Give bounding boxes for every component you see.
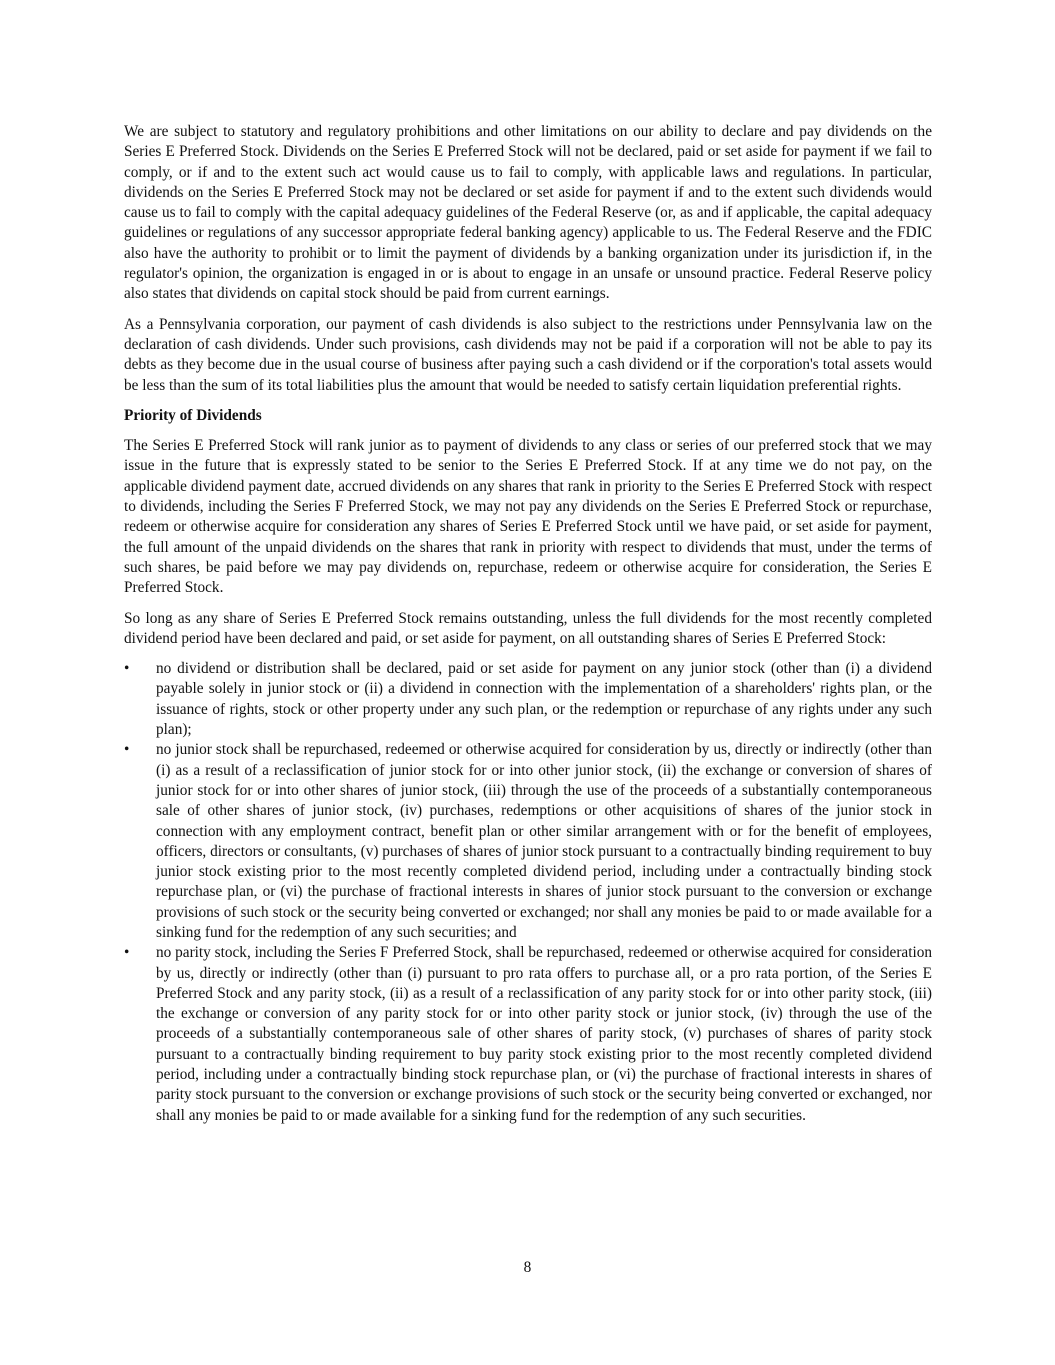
- paragraph-outstanding-condition: So long as any share of Series E Preferred Stock remains outstanding, unless the full dividends for the most recently completed dividend period have been declared and paid, or set aside for payment, on all outstanding shares of Series E Preferred Stock:: [124, 609, 932, 647]
- section-heading-priority-of-dividends: Priority of Dividends: [124, 406, 262, 424]
- list-item-text: no dividend or distribution shall be declared, paid or set aside for payment on any junior stock (other than (i) a dividend payable solely in junior stock or (ii) a dividend in connection with the implementation of a shareholders' rights plan, or the issuance of rights, stock or other property under any such plan, or the redemption or repurchase of any rights under any such plan);: [156, 660, 932, 739]
- paragraph-junior-ranking: The Series E Preferred Stock will rank junior as to payment of dividends to any class or series of our preferred stock that we may issue in the future that is expressly stated to be senior to the Series E Preferred Stock. If at any time we do not pay, on the applicable dividend payment date, accrued dividends on any shares that rank in priority to the Series E Preferred Stock with respect to dividends, including the Series F Preferred Stock, we may not pay any dividends on the Series E Preferred Stock or repurchase, redeem or otherwise acquire for consideration any shares of Series E Preferred Stock until we have paid, or set aside for payment, the full amount of the unpaid dividends on the shares that rank in priority with respect to dividends that must, under the terms of such shares, be paid before we may pay dividends on, repurchase, redeem or otherwise acquire for consideration, the Series E Preferred Stock.: [124, 437, 932, 597]
- list-item: [124, 740, 932, 943]
- bullet-icon: •: [124, 944, 130, 962]
- list-item: [124, 943, 932, 1126]
- restrictions-list: [124, 659, 932, 1126]
- bullet-icon: •: [124, 741, 130, 759]
- page-number: 8: [523, 1259, 532, 1276]
- bullet-icon: •: [124, 660, 130, 678]
- paragraph-regulatory-limitations: We are subject to statutory and regulatory prohibitions and other limitations on our ability to declare and pay dividends on the Series E Preferred Stock. Dividends on the Series E Preferred Stock will not be declared, paid or set aside for payment if we fail to comply, or if and to the extent such act would cause us to fail to comply, with applicable laws and regulations. In particular, dividends on the Series E Preferred Stock may not be declared or set aside for payment if and to the extent such dividends would cause us to fail to comply with the capital adequacy guidelines of the Federal Reserve (or, as and if applicable, the capital adequacy guidelines or regulations of any successor appropriate federal banking agency) applicable to us. The Federal Reserve and the FDIC also have the authority to prohibit or to limit the payment of dividends by a banking organization under its jurisdiction if, in the regulator's opinion, the organization is engaged in or is about to engage in an unsafe or unsound practice. Federal Reserve policy also states that dividends on capital stock should be paid from current earnings.: [124, 123, 932, 303]
- paragraph-pennsylvania-law: As a Pennsylvania corporation, our payment of cash dividends is also subject to the restrictions under Pennsylvania law on the declaration of cash dividends. Under such provisions, cash dividends may not be paid if a corporation will not be able to pay its debts as they become due in the usual course of business after paying such a cash dividend or if the corporation's total assets would be less than the sum of its total liabilities plus the amount that would be needed to satisfy certain liquidation preferential rights.: [124, 315, 932, 394]
- list-item-text: no junior stock shall be repurchased, redeemed or otherwise acquired for consideration by us, directly or indirectly (other than (i) as a result of a reclassification of junior stock for or into other junior stock, (ii) the exchange or conversion of shares of junior stock for or into other shares of junior stock, (iii) through the use of the proceeds of a substantially contemporaneous sale of other shares of junior stock, (iv) purchases, redemptions or other acquisitions of shares of the junior stock in connection with any employment contract, benefit plan or other similar arrangement with or for the benefit of employees, officers, directors or consultants, (v) purchases of shares of junior stock pursuant to a contractually binding requirement to buy junior stock existing prior to the most recently completed dividend period, including under a contractually binding stock repurchase plan, or (vi) the purchase of fractional interests in shares of junior stock pursuant to the conversion or exchange provisions of such stock or the security being converted or exchanged; nor shall any monies be paid to or made available for a sinking fund for the redemption of any such securities; and: [156, 741, 932, 941]
- document-body: [124, 122, 932, 1126]
- list-item-text: no parity stock, including the Series F Preferred Stock, shall be repurchased, redeemed or otherwise acquired for consideration by us, directly or indirectly (other than (i) pursuant to pro rata offers to purchase all, or a pro rata portion, of the Series E Preferred Stock and any parity stock, (ii) as a result of a reclassification of any parity stock for or into other parity stock, (iii) the exchange or conversion of any parity stock for or into other parity stock or junior stock, (iv) through the use of the proceeds of a substantially contemporaneous sale of other shares of parity stock, (v) purchases of shares of parity stock pursuant to a contractually binding requirement to buy parity stock existing prior to the most recently completed dividend period, including under a contractually binding stock repurchase plan, or (vi) the purchase of fractional interests in shares of parity stock pursuant to the conversion or exchange provisions of such stock or the security being converted or exchanged, nor shall any monies be paid to or made available for a sinking fund for the redemption of any such securities.: [156, 944, 932, 1124]
- list-item: [124, 659, 932, 740]
